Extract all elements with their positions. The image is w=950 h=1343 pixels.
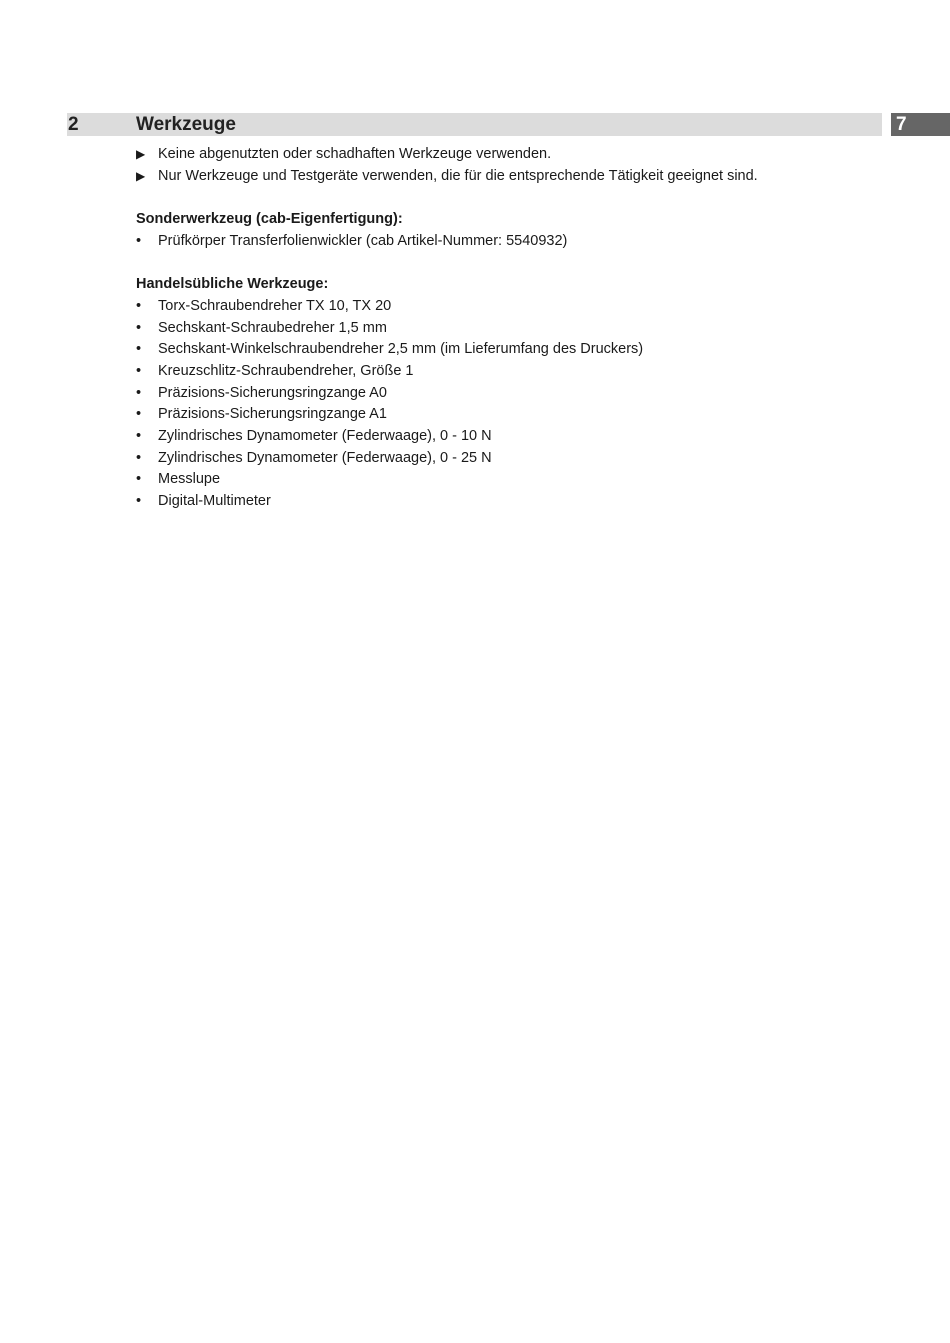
spacer <box>136 252 876 274</box>
list-item-text: Zylindrisches Dynamometer (Federwaage), 0 - 25 N <box>158 449 492 466</box>
arrow-right-icon: ▶ <box>136 147 146 161</box>
special-tools-heading: Sonderwerkzeug (cab-Eigenfertigung): <box>136 211 403 228</box>
instruction-item <box>136 144 876 166</box>
bullet-icon: • <box>136 319 142 336</box>
list-item-text: Torx-Schraubendreher TX 10, TX 20 <box>158 297 392 314</box>
list-item-text: Präzisions-Sicherungsringzange A1 <box>158 406 387 423</box>
list-item <box>136 383 876 405</box>
list-item <box>136 231 876 253</box>
list-item <box>136 448 876 470</box>
bullet-icon: • <box>136 341 142 358</box>
bullet-icon: • <box>136 232 142 249</box>
instruction-item <box>136 166 876 188</box>
list-item-text: Messlupe <box>158 471 221 488</box>
list-item <box>136 318 876 340</box>
list-item <box>136 491 876 513</box>
document-body <box>136 144 876 513</box>
list-item <box>136 426 876 448</box>
list-item <box>136 296 876 318</box>
section-title: Werkzeuge <box>136 114 236 135</box>
list-item-text: Sechskant-Winkelschraubendreher 2,5 mm (im Lieferumfang des Druckers) <box>158 341 644 358</box>
list-item-text: Präzisions-Sicherungsringzange A0 <box>158 384 387 401</box>
arrow-right-icon: ▶ <box>136 168 146 183</box>
bullet-icon: • <box>136 471 142 488</box>
commercial-tools-heading: Handelsübliche Werkzeuge: <box>136 276 329 293</box>
list-item <box>136 404 876 426</box>
list-item <box>136 469 876 491</box>
instruction-text: Nur Werkzeuge und Testgeräte verwenden, die für die entsprechende Tätigkeit geeignet sind. <box>158 167 758 184</box>
list-item-text: Prüfkörper Transferfolienwickler (cab Artikel-Nummer: 5540932) <box>158 232 568 249</box>
list-item-text: Zylindrisches Dynamometer (Federwaage), 0 - 10 N <box>158 427 492 444</box>
list-item-text: Sechskant-Schraubedreher 1,5 mm <box>158 319 387 336</box>
bullet-icon: • <box>136 493 142 509</box>
instruction-text: Keine abgenutzten oder schadhaften Werkzeuge verwenden. <box>158 146 552 162</box>
bullet-icon: • <box>136 384 142 401</box>
spacer <box>136 187 876 209</box>
bullet-icon: • <box>136 406 142 423</box>
list-item <box>136 361 876 383</box>
bullet-icon: • <box>136 362 142 379</box>
list-item-text: Kreuzschlitz-Schraubendreher, Größe 1 <box>158 362 414 379</box>
bullet-icon: • <box>136 449 142 466</box>
list-item-text: Digital-Multimeter <box>158 493 271 509</box>
section-number: 2 <box>68 114 79 135</box>
bullet-icon: • <box>136 427 142 444</box>
page-number: 7 <box>896 114 907 135</box>
list-item <box>136 339 876 361</box>
bullet-icon: • <box>136 297 142 314</box>
